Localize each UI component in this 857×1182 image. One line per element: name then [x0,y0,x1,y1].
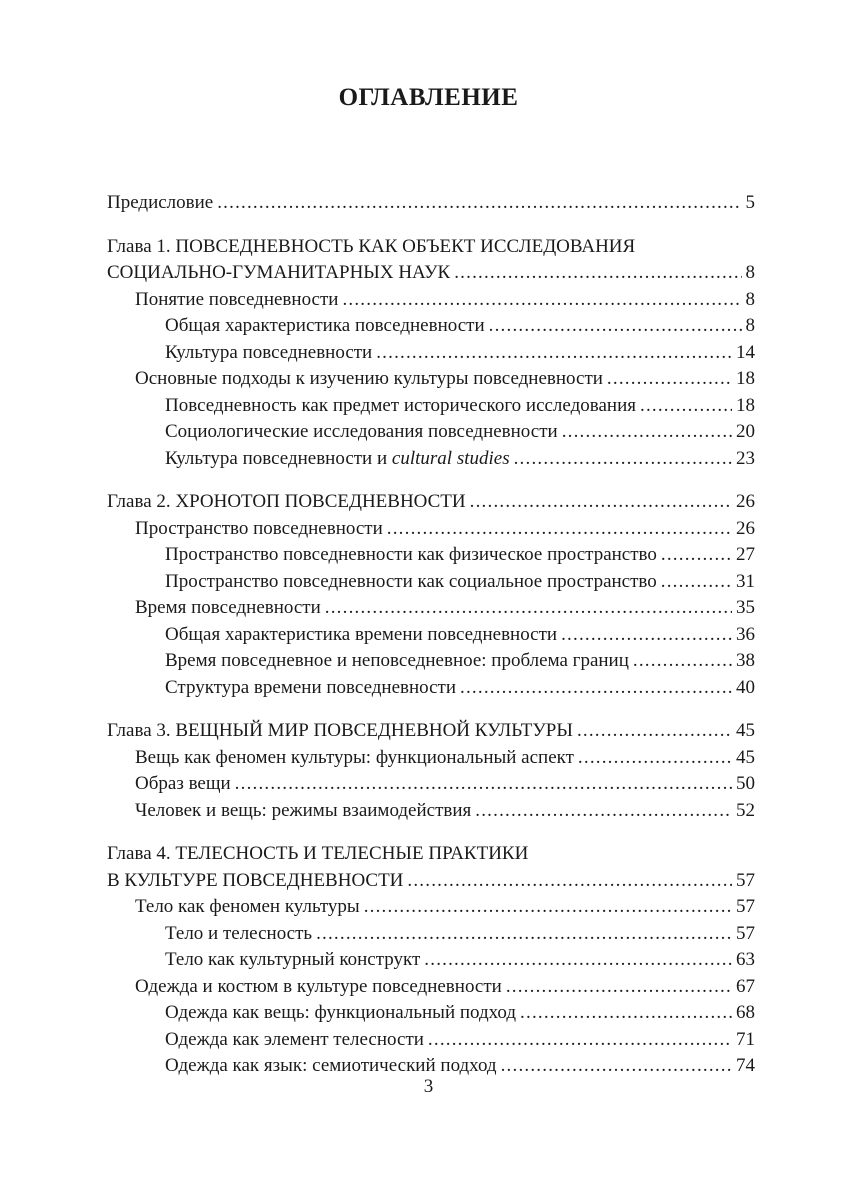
leader-dots [520,1000,732,1027]
chapter-4-title-line-1[interactable] [107,841,755,868]
toc-entry-title: Глава 2. ХРОНОТОП ПОВСЕДНЕВНОСТИ [107,491,466,512]
chapter-1-title-line-1[interactable] [107,234,755,261]
toc-entry-title: Тело как культурный конструкт [165,949,421,970]
toc-entry-title [165,446,510,473]
leader-dots [316,921,732,948]
toc-page-number: 26 [736,491,755,512]
toc-entry-title: Образ вещи [135,773,231,794]
page-title: ОГЛАВЛЕНИЕ [338,84,519,111]
toc-entry-title: Время повседневности [135,597,321,618]
toc-page-number: 18 [736,394,755,416]
leader-dots [470,489,732,516]
toc-entry-section[interactable] [107,595,755,622]
leader-dots [577,718,732,745]
toc-entry-subsection[interactable] [107,313,755,340]
leader-dots [633,648,732,675]
toc-entry-title: Общая характеристика повседневности [165,315,485,336]
toc-entry-title: Время повседневное и неповседневное: проблема границ [165,650,629,671]
toc-page-number: 57 [736,869,755,891]
leader-dots [217,190,741,217]
toc-entry-subsection[interactable] [107,622,755,649]
toc-entry-title: Тело как феномен культуры [135,896,360,917]
toc-entry-title: Предисловие [107,192,214,213]
toc-page-number: 68 [736,1002,755,1023]
toc-entry-title: Одежда и костюм в культуре повседневности [135,975,502,997]
leader-dots [342,287,741,314]
leader-dots [376,340,732,367]
toc-page-number: 31 [736,570,755,592]
toc-entry-title-plain: Культура повседневности и [165,447,392,469]
toc-page-number: 45 [736,746,755,768]
toc-entry-subsection[interactable] [107,419,755,446]
leader-dots [235,771,732,798]
leader-dots [578,745,732,772]
toc-entry-subsection[interactable] [107,675,755,702]
leader-dots [661,542,732,569]
toc-entry-chapter-3[interactable] [107,718,755,745]
toc-page-number: 5 [745,192,755,213]
leader-dots [661,569,732,596]
toc-entry-title: Пространство повседневности как социальное пространство [165,570,657,592]
toc-page-number: 23 [736,447,755,469]
leader-dots [514,446,732,473]
toc-entry-title: Человек и вещь: режимы взаимодействия [135,799,472,821]
leader-dots [562,419,732,446]
table-of-contents [107,190,755,1080]
toc-entry-title: В КУЛЬТУРЕ ПОВСЕДНЕВНОСТИ [107,869,404,891]
toc-entry-section[interactable] [107,894,755,921]
toc-entry-section[interactable] [107,745,755,772]
toc-page-number: 52 [736,799,755,821]
leader-dots [364,894,732,921]
toc-page-number: 45 [736,720,755,741]
toc-entry-title: Социологические исследования повседневности [165,421,558,442]
toc-entry-title: Глава 4. ТЕЛЕСНОСТЬ И ТЕЛЕСНЫЕ ПРАКТИКИ [107,843,529,864]
toc-entry-title: Основные подходы к изучению культуры повседневности [135,368,603,389]
leader-dots [561,622,732,649]
toc-entry-subsection[interactable] [107,446,755,473]
toc-entry-section[interactable] [107,516,755,543]
toc-entry-title: Вещь как феномен культуры: функциональный аспект [135,746,574,768]
toc-page-number: 27 [736,544,755,565]
toc-entry-section[interactable] [107,974,755,1001]
toc-entry-subsection[interactable] [107,648,755,675]
toc-page-number: 14 [736,341,755,363]
leader-dots [424,947,732,974]
toc-entry-subsection[interactable] [107,542,755,569]
leader-dots [454,260,741,287]
toc-entry-title: Общая характеристика времени повседневности [165,623,558,645]
leader-dots [640,393,732,420]
toc-page-number: 18 [736,368,755,389]
toc-entry-title: Культура повседневности [165,341,373,363]
toc-page-number: 74 [736,1055,755,1076]
toc-page-number: 20 [736,421,755,442]
toc-page-number: 8 [745,315,755,336]
toc-page-number: 57 [736,922,755,944]
leader-dots [428,1027,732,1054]
toc-entry-title: Одежда как вещь: функциональный подход [165,1002,517,1023]
toc-page-number: 40 [736,676,755,698]
toc-entry-subsection[interactable] [107,1027,755,1054]
toc-entry-section[interactable] [107,798,755,825]
toc-entry-subsection[interactable] [107,921,755,948]
toc-entry-subsection[interactable] [107,340,755,367]
toc-entry-chapter-1[interactable] [107,260,755,287]
leader-dots [387,516,732,543]
toc-page-number: 26 [736,517,755,539]
leader-dots [489,313,742,340]
toc-page-number: 71 [736,1028,755,1050]
toc-entry-title: Одежда как язык: семиотический подход [165,1055,497,1076]
toc-entry-title: СОЦИАЛЬНО-ГУМАНИТАРНЫХ НАУК [107,262,451,283]
toc-page-number: 36 [736,623,755,645]
toc-entry-title-italic: cultural studies [391,447,510,469]
toc-entry-title: Одежда как элемент телесности [165,1028,424,1050]
toc-entry-subsection[interactable] [107,1000,755,1027]
leader-dots [506,974,732,1001]
leader-dots [475,798,732,825]
toc-entry-title: Понятие повседневности [135,288,339,310]
toc-entry-section[interactable] [107,771,755,798]
toc-entry-title: Структура времени повседневности [165,676,457,698]
toc-page-number: 67 [736,975,755,997]
toc-page-number: 35 [736,597,755,618]
toc-entry-title: Глава 3. ВЕЩНЫЙ МИР ПОВСЕДНЕВНОЙ КУЛЬТУРЫ [107,720,573,741]
toc-entry-title: Глава 1. ПОВСЕДНЕВНОСТЬ КАК ОБЪЕКТ ИССЛЕДОВАНИЯ [107,235,636,257]
leader-dots [325,595,732,622]
toc-entry-subsection[interactable] [107,947,755,974]
toc-page-number: 50 [736,773,755,794]
toc-page-number: 63 [736,949,755,970]
toc-entry-title: Пространство повседневности как физическое пространство [165,544,657,565]
toc-entry-title: Повседневность как предмет исторического исследования [165,394,636,416]
toc-entry-preface[interactable] [107,190,755,217]
toc-entry-title: Пространство повседневности [135,517,383,539]
toc-entry-chapter-4[interactable] [107,868,755,895]
toc-entry-section[interactable] [107,287,755,314]
toc-entry-chapter-2[interactable] [107,489,755,516]
toc-page-number: 57 [736,896,755,917]
page-footer-number: 3 [423,1076,434,1097]
leader-dots [407,868,732,895]
toc-entry-subsection[interactable] [107,569,755,596]
leader-dots [607,366,732,393]
toc-page-number: 8 [745,288,755,310]
toc-entry-subsection[interactable] [107,393,755,420]
toc-page-number: 38 [736,650,755,671]
toc-page-number: 8 [745,262,755,283]
leader-dots [460,675,732,702]
toc-entry-section[interactable] [107,366,755,393]
toc-entry-title: Тело и телесность [165,922,313,944]
